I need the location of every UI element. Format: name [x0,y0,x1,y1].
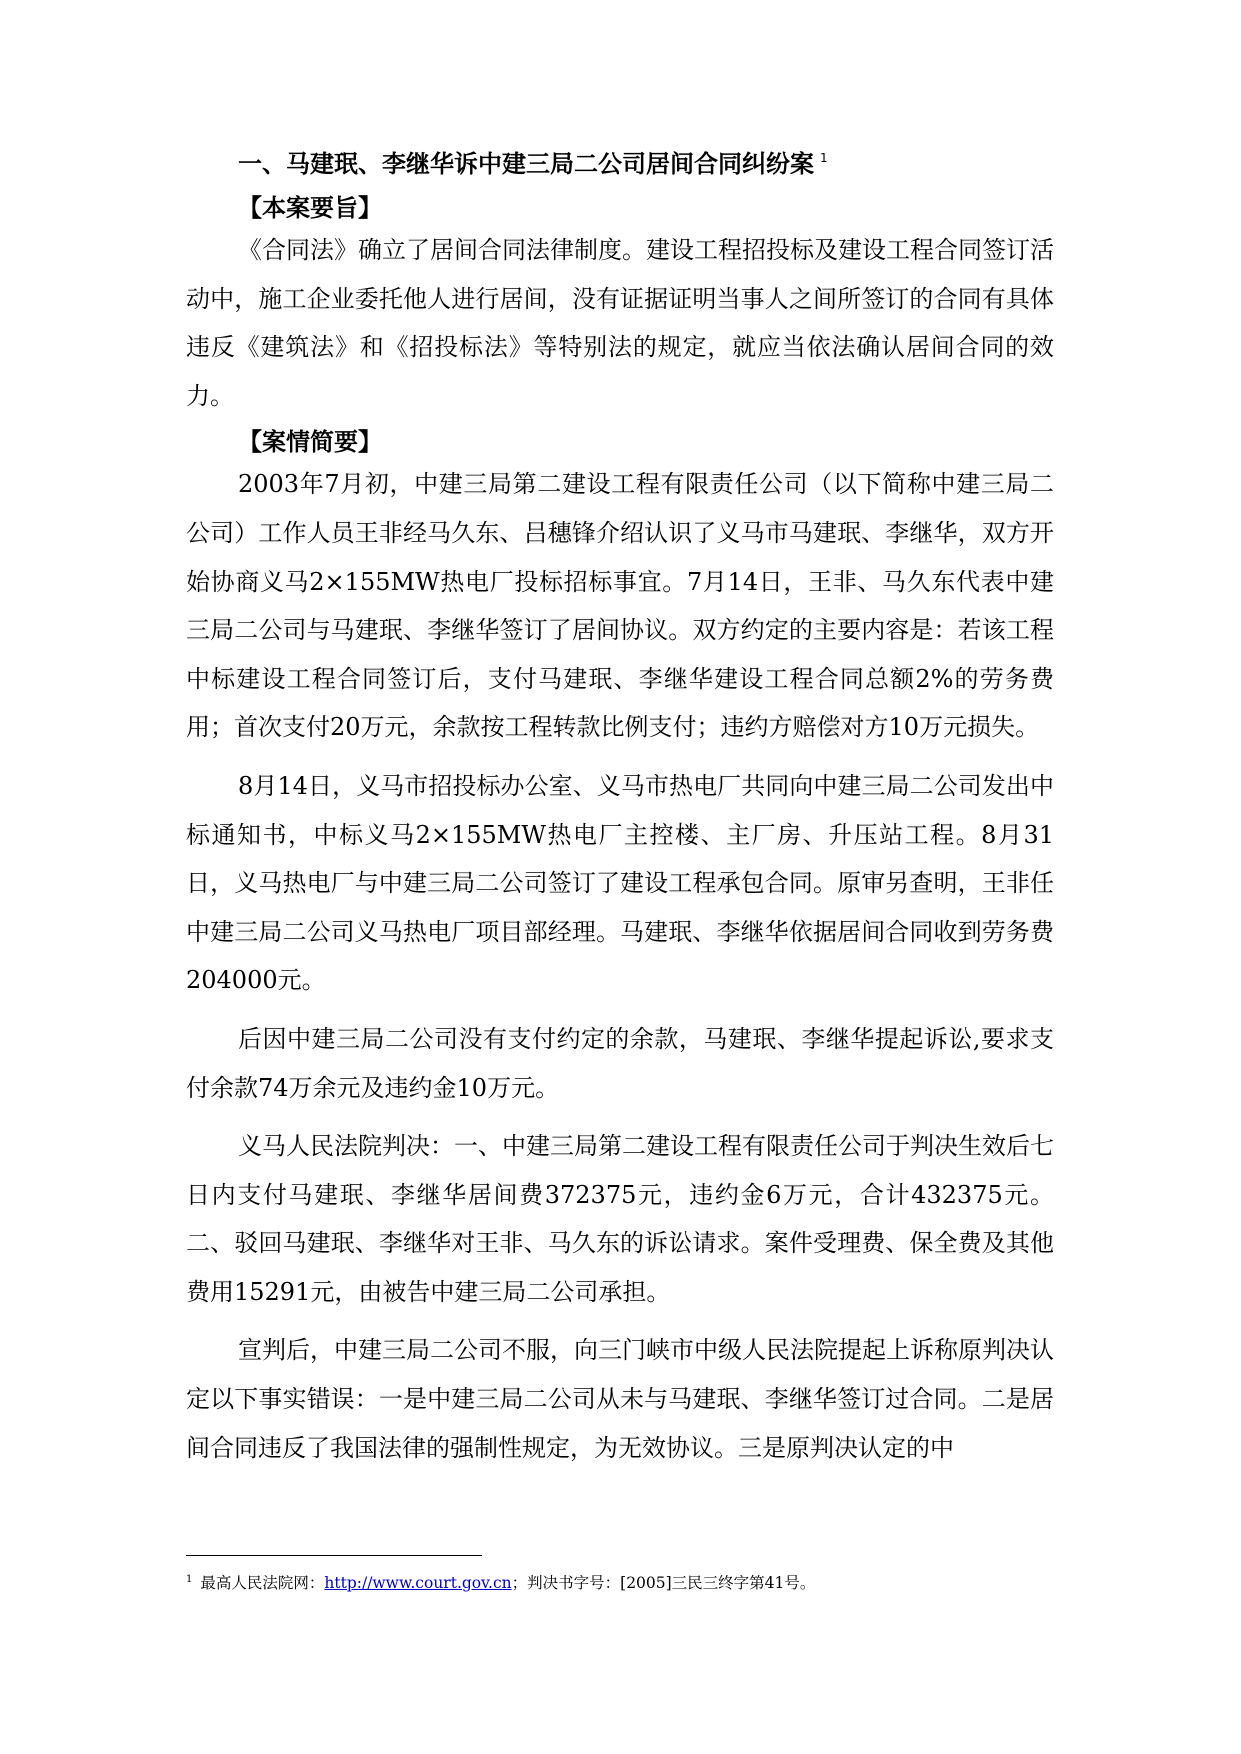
case-paragraph-1: 2003年7月初，中建三局第二建设工程有限责任公司（以下简称中建三局二公司）工作人员王非经马久东、吕穗锋介绍认识了义马市马建珉、李继华，双方开始协商义马2×155MW热电厂投标招标事宜。7月14日，王非、马久东代表中建三局二公司与马建珉、李继华签订了居间协议。双方约定的主要内容是：若该工程中标建设工程合同签订后，支付马建珉、李继华建设工程合同总额2%的劳务费用；首次支付20万元，余款按工程转款比例支付；违约方赔偿对方10万元损失。 [186,470,1054,742]
case-paragraph-4: 义马人民法院判决：一、中建三局第二建设工程有限责任公司于判决生效后七日内支付马建珉、李继华居间费372375元，违约金6万元，合计432375元。二、驳回马建珉、李继华对王非、马久东的诉讼请求。案件受理费、保全费及其他费用15291元，由被告中建三局二公司承担。 [186,1132,1054,1306]
case-paragraph-2: 8月14日，义马市招投标办公室、义马市热电厂共同向中建三局二公司发出中标通知书，中标义马2×155MW热电厂主控楼、主厂房、升压站工程。8月31日，义马热电厂与中建三局二公司签订了建设工程承包合同。原审另查明，王非任中建三局二公司义马热电厂项目部经理。马建珉、李继华依据居间合同收到劳务费204000元。 [186,771,1054,995]
case-heading: 【案情简要】 [238,428,382,457]
footnote [186,1568,1086,1595]
court-website-link[interactable]: http://www.court.gov.cn [324,1574,512,1592]
case-paragraph-5: 宣判后，中建三局二公司不服，向三门峡市中级人民法院提起上诉称原判决认定以下事实错误：一是中建三局二公司从未与马建珉、李继华签订过合同。二是居间合同违反了我国法律的强制性规定，为无效协议。三是原判决认定的中 [186,1336,1054,1462]
document-body [186,140,1054,1472]
footnote-divider [186,1555,482,1556]
footnote-number: 1 [186,1574,193,1585]
summary-paragraph: 《合同法》确立了居间合同法律制度。建设工程招投标及建设工程合同签订活动中，施工企业委托他人进行居间，没有证据证明当事人之间所签订的合同有具体违反《建筑法》和《招投标法》等特别法的规定，就应当依法确认居间合同的效力。 [186,236,1054,410]
footnote-source-label: 最高人民法院网： [200,1574,325,1592]
summary-heading: 【本案要旨】 [238,194,382,222]
footnote-reference[interactable]: 1 [820,151,828,165]
footnote-judgment-number: ；判决书字号：[2005]三民三终字第41号。 [511,1574,816,1592]
case-title-text: 一、马建珉、李继华诉中建三局二公司居间合同纠纷案 [238,150,814,178]
case-paragraph-3: 后因中建三局二公司没有支付约定的余款，马建珉、李继华提起诉讼,要求支付余款74万余元及违约金10万元。 [186,1024,1054,1102]
case-title [186,140,1054,176]
